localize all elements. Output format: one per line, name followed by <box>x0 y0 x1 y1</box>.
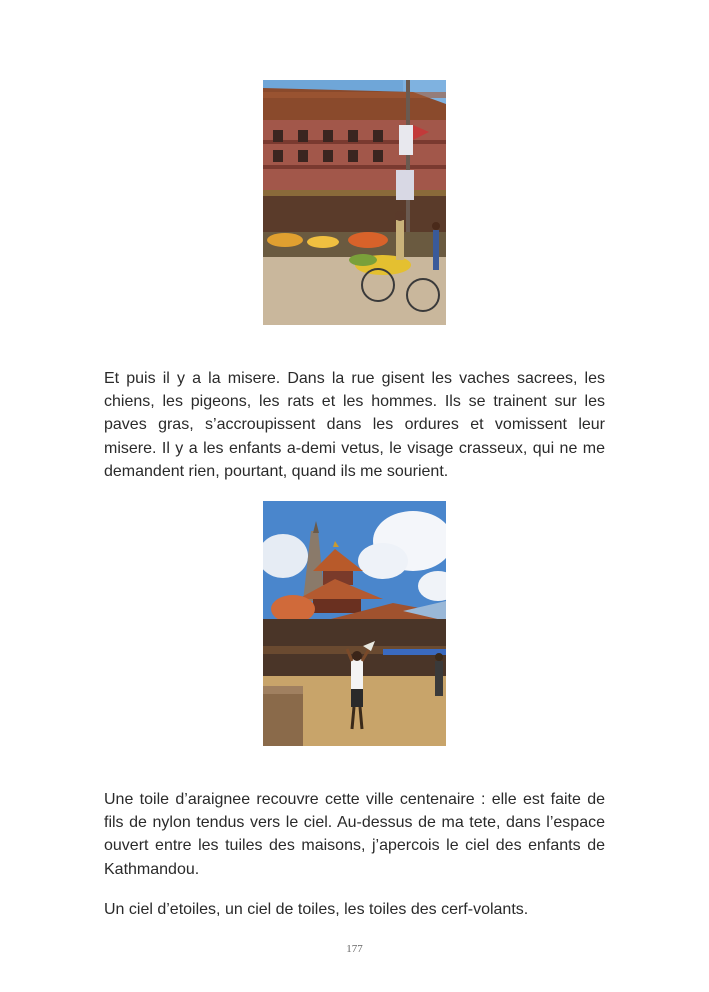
paragraph-misery: Et puis il y a la misere. Dans la rue gisent les vaches sacrees, les chiens, les pigeons, les rats et les hommes. Ils se trainent sur les paves gras, s’accroupissent dans les ordures et vomissent leur misere. Il y a les enfants a-demi vetus, le visage crasseux, qui ne me demandent rien, pourtant, quand ils me sourient. <box>104 370 605 480</box>
temple-square-photo <box>263 501 446 746</box>
market-street-photo <box>263 80 446 325</box>
page-number: 177 <box>346 943 363 955</box>
paragraph-sky-of-kites: Un ciel d’etoiles, un ciel de toiles, les toiles des cerf-volants. <box>104 901 529 918</box>
paragraph-spider-web: Une toile d’araignee recouvre cette ville centenaire : elle est faite de fils de nylon tendus vers le ciel. Au-dessus de ma tete, dans l’espace ouvert entre les tuiles des maisons, j’apercois le ciel des enfants de Kathmandou. <box>104 791 605 878</box>
